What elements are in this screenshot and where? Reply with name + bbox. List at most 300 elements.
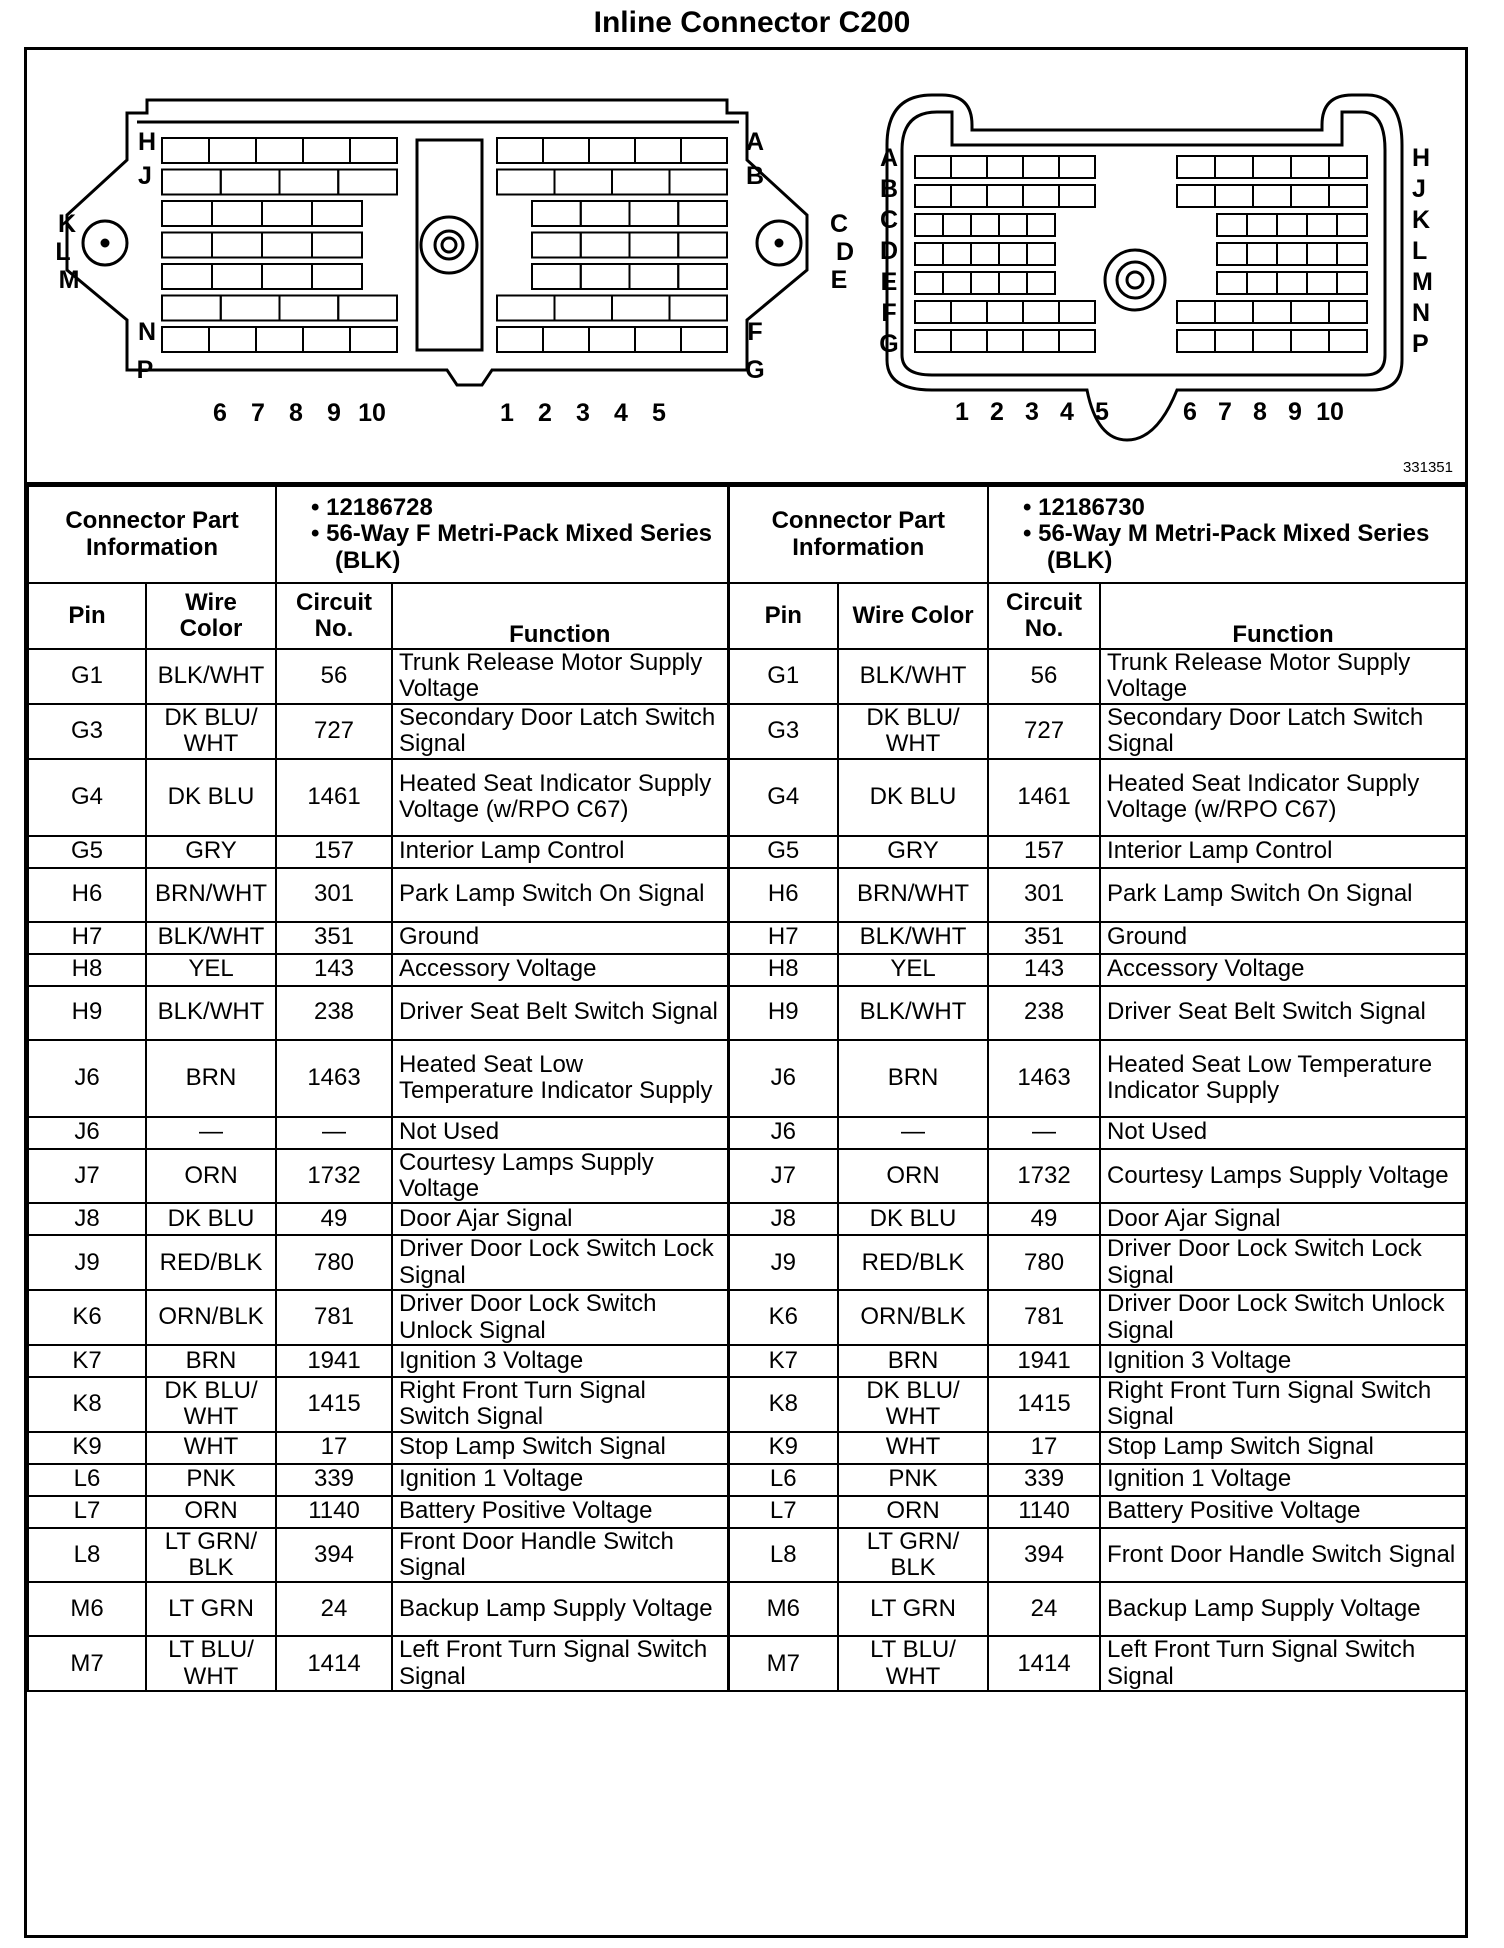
cavity: [589, 327, 635, 352]
cell-pin-left: G3: [28, 704, 146, 759]
cavity: [1177, 301, 1215, 323]
cell-function-right: Heated Seat Indicator Supply Voltage (w/RPO C67): [1100, 759, 1466, 836]
cell-color-right: DK BLU: [838, 1203, 988, 1235]
male-label-P: P: [1412, 330, 1429, 358]
cell-circuit-left: 1941: [276, 1345, 392, 1377]
cavity: [262, 264, 312, 289]
male-label-N: N: [1412, 299, 1431, 327]
cell-circuit-left: 339: [276, 1464, 392, 1496]
cell-color-left: ORN: [146, 1149, 276, 1204]
cavity: [999, 214, 1027, 236]
cavity: [630, 233, 679, 258]
cell-function-right: Not Used: [1100, 1117, 1466, 1149]
cell-color-right: BLK/WHT: [838, 986, 988, 1040]
cavity: [338, 170, 397, 195]
cavity: [943, 214, 971, 236]
female-pin-number-3: 3: [576, 399, 590, 427]
cell-color-left: BRN: [146, 1345, 276, 1377]
cavity: [497, 327, 543, 352]
cell-circuit-right: 157: [988, 836, 1100, 868]
cavity: [670, 296, 728, 321]
cavity: [915, 330, 951, 352]
cavity: [1177, 185, 1215, 207]
cavity: [555, 296, 613, 321]
cavity: [1217, 243, 1247, 265]
cavity: [635, 327, 681, 352]
male-label-B: B: [879, 175, 899, 203]
cell-pin-left: J9: [28, 1235, 146, 1290]
cell-color-right: ORN/BLK: [838, 1290, 988, 1345]
cell-pin-left: L6: [28, 1464, 146, 1496]
table-row: [28, 1290, 1466, 1345]
female-cavities: [162, 138, 727, 352]
cavity: [312, 201, 362, 226]
female-pin-number-5: 5: [652, 399, 666, 427]
female-pin-number-2: 2: [538, 399, 552, 427]
cell-function-right: Driver Seat Belt Switch Signal: [1100, 986, 1466, 1040]
table-row: [28, 954, 1466, 986]
female-label-E: E: [830, 266, 848, 294]
cell-function-left: Interior Lamp Control: [392, 836, 728, 868]
cavity: [1253, 185, 1291, 207]
part-number-left: 12186728: [326, 493, 433, 521]
cell-pin-left: K8: [28, 1377, 146, 1432]
cell-color-left: PNK: [146, 1464, 276, 1496]
cell-circuit-right: 1140: [988, 1496, 1100, 1528]
cavity: [1177, 330, 1215, 352]
cavity: [1307, 214, 1337, 236]
cavity: [971, 214, 999, 236]
cavity: [915, 185, 951, 207]
cavity: [1027, 214, 1055, 236]
cavity: [312, 264, 362, 289]
cell-circuit-left: 394: [276, 1528, 392, 1583]
cell-circuit-right: 1461: [988, 759, 1100, 836]
cavity: [162, 296, 221, 321]
cavity: [350, 327, 397, 352]
cell-circuit-left: 17: [276, 1432, 392, 1464]
cell-pin-right: G5: [728, 836, 838, 868]
cell-circuit-right: 351: [988, 922, 1100, 954]
female-pin-number-4: 4: [614, 399, 628, 427]
cell-color-right: YEL: [838, 954, 988, 986]
cavity: [1059, 185, 1095, 207]
cell-color-left: LT GRN: [146, 1582, 276, 1636]
cell-color-right: RED/BLK: [838, 1235, 988, 1290]
cavity: [915, 272, 943, 294]
pinout-table: [27, 485, 1467, 1692]
cavity: [1023, 185, 1059, 207]
cell-circuit-left: 1732: [276, 1149, 392, 1204]
table-row: [28, 1464, 1466, 1496]
cell-pin-right: G3: [728, 704, 838, 759]
cavity: [987, 330, 1023, 352]
female-bottom-left-numbers: [213, 399, 386, 427]
cell-function-left: Ground: [392, 922, 728, 954]
cell-pin-right: J6: [728, 1040, 838, 1117]
header-function-left: Function: [392, 583, 728, 649]
cell-color-right: LT BLU/ WHT: [838, 1636, 988, 1691]
female-pin-number-8: 8: [289, 399, 303, 427]
cavity: [1059, 156, 1095, 178]
cell-function-left: Driver Seat Belt Switch Signal: [392, 986, 728, 1040]
cell-function-right: Ignition 3 Voltage: [1100, 1345, 1466, 1377]
cavity: [951, 330, 987, 352]
cell-pin-right: H9: [728, 986, 838, 1040]
cavity: [681, 327, 727, 352]
header-circuit-left: Circuit No.: [276, 583, 392, 649]
cell-function-left: Accessory Voltage: [392, 954, 728, 986]
cell-color-right: PNK: [838, 1464, 988, 1496]
cell-pin-left: K7: [28, 1345, 146, 1377]
female-pin-number-7: 7: [251, 399, 265, 427]
cavity: [221, 170, 280, 195]
header-pin-left: Pin: [28, 583, 146, 649]
cell-circuit-right: 301: [988, 868, 1100, 922]
male-pin-number-2: 2: [990, 398, 1004, 426]
male-label-K: K: [1412, 206, 1431, 234]
cavity: [543, 138, 589, 163]
cell-circuit-right: 24: [988, 1582, 1100, 1636]
cell-circuit-left: 1415: [276, 1377, 392, 1432]
female-label-G: G: [745, 356, 765, 384]
cavity: [1291, 185, 1329, 207]
figure-id: 331351: [1402, 459, 1453, 476]
cavity: [162, 170, 221, 195]
cell-color-left: BRN: [146, 1040, 276, 1117]
cell-pin-left: J6: [28, 1117, 146, 1149]
male-left-labels: [879, 144, 898, 358]
cavity: [350, 138, 397, 163]
cell-color-left: BLK/WHT: [146, 922, 276, 954]
cell-pin-left: K6: [28, 1290, 146, 1345]
cavity: [915, 214, 943, 236]
cell-pin-right: H7: [728, 922, 838, 954]
cell-function-right: Left Front Turn Signal Switch Signal: [1100, 1636, 1466, 1691]
cell-color-left: LT BLU/ WHT: [146, 1636, 276, 1691]
cavity: [1027, 272, 1055, 294]
female-label-J: J: [138, 162, 152, 190]
cell-pin-left: H8: [28, 954, 146, 986]
male-bottom-right-numbers: [1183, 398, 1344, 426]
cell-pin-right: J9: [728, 1235, 838, 1290]
cavity: [1329, 330, 1367, 352]
table-row: [28, 1203, 1466, 1235]
female-label-F: F: [747, 318, 763, 346]
cell-color-left: DK BLU: [146, 759, 276, 836]
table-row: [28, 1235, 1466, 1290]
cavity: [1337, 243, 1367, 265]
cavity: [1329, 156, 1367, 178]
cell-circuit-left: 780: [276, 1235, 392, 1290]
male-label-F: F: [881, 299, 897, 327]
table-row: [28, 1149, 1466, 1204]
cavity: [951, 301, 987, 323]
cell-color-right: LT GRN: [838, 1582, 988, 1636]
female-bottom-right-numbers: [500, 399, 666, 427]
cell-color-right: BLK/WHT: [838, 649, 988, 704]
cell-pin-right: G1: [728, 649, 838, 704]
table-row: [28, 649, 1466, 704]
cavity: [681, 138, 727, 163]
cell-circuit-left: 1414: [276, 1636, 392, 1691]
cavity: [999, 272, 1027, 294]
male-label-G: G: [879, 330, 899, 358]
cell-function-left: Ignition 3 Voltage: [392, 1345, 728, 1377]
male-label-D: D: [879, 237, 899, 265]
cell-pin-right: J7: [728, 1149, 838, 1204]
male-pin-number-5: 5: [1095, 398, 1109, 426]
cell-pin-right: M7: [728, 1636, 838, 1691]
cell-color-left: ORN/BLK: [146, 1290, 276, 1345]
part-description-right: 56-Way M Metri-Pack Mixed Series (BLK): [1038, 520, 1430, 574]
cavity: [1023, 301, 1059, 323]
cell-color-right: —: [838, 1117, 988, 1149]
cavity: [162, 233, 212, 258]
cell-pin-right: L6: [728, 1464, 838, 1496]
cavity: [1253, 156, 1291, 178]
cell-pin-left: L7: [28, 1496, 146, 1528]
cell-pin-left: G1: [28, 649, 146, 704]
cell-circuit-left: —: [276, 1117, 392, 1149]
cell-pin-right: H6: [728, 868, 838, 922]
cavity: [1217, 272, 1247, 294]
cavity: [280, 296, 339, 321]
header-row: [28, 583, 1466, 649]
header-circuit-right: Circuit No.: [988, 583, 1100, 649]
cell-color-left: YEL: [146, 954, 276, 986]
cavity: [162, 327, 209, 352]
cavity: [678, 233, 727, 258]
male-cavities: [915, 156, 1367, 352]
table-row: [28, 759, 1466, 836]
male-label-H: H: [1412, 144, 1431, 172]
cell-pin-right: K9: [728, 1432, 838, 1464]
connector-drawing: [27, 50, 1465, 482]
cell-pin-right: L7: [728, 1496, 838, 1528]
cavity: [971, 272, 999, 294]
cell-pin-left: G5: [28, 836, 146, 868]
cavity: [162, 264, 212, 289]
male-label-A: A: [879, 144, 899, 172]
cell-function-right: Front Door Handle Switch Signal: [1100, 1528, 1466, 1583]
cell-color-right: BRN: [838, 1040, 988, 1117]
cavity: [987, 301, 1023, 323]
cavity: [303, 138, 350, 163]
cavity: [1247, 272, 1277, 294]
cell-circuit-right: 1732: [988, 1149, 1100, 1204]
table-row: [28, 1040, 1466, 1117]
cell-circuit-left: 143: [276, 954, 392, 986]
cell-function-right: Driver Door Lock Switch Lock Signal: [1100, 1235, 1466, 1290]
male-pin-number-1: 1: [955, 398, 969, 426]
cell-pin-left: J8: [28, 1203, 146, 1235]
cell-color-left: BRN/WHT: [146, 868, 276, 922]
table-row: [28, 1345, 1466, 1377]
cell-circuit-left: 238: [276, 986, 392, 1040]
cavity: [1247, 243, 1277, 265]
cell-function-right: Heated Seat Low Temperature Indicator Supply: [1100, 1040, 1466, 1117]
cell-circuit-right: 394: [988, 1528, 1100, 1583]
cavity: [1253, 330, 1291, 352]
cell-circuit-left: 301: [276, 868, 392, 922]
cavity: [338, 296, 397, 321]
cell-pin-left: M6: [28, 1582, 146, 1636]
male-pin-number-6: 6: [1183, 398, 1197, 426]
cavity: [212, 233, 262, 258]
cell-function-right: Park Lamp Switch On Signal: [1100, 868, 1466, 922]
cavity: [1329, 185, 1367, 207]
cavity: [209, 327, 256, 352]
info-label-right: Connector Part Information: [728, 486, 988, 583]
cavity: [256, 327, 303, 352]
cavity: [581, 264, 630, 289]
cell-function-left: Stop Lamp Switch Signal: [392, 1432, 728, 1464]
cell-pin-right: J6: [728, 1117, 838, 1149]
cell-color-right: DK BLU/ WHT: [838, 704, 988, 759]
table-row: [28, 1432, 1466, 1464]
cell-color-right: WHT: [838, 1432, 988, 1464]
cell-pin-left: H9: [28, 986, 146, 1040]
cell-function-right: Stop Lamp Switch Signal: [1100, 1432, 1466, 1464]
cell-pin-right: M6: [728, 1582, 838, 1636]
cavity: [212, 201, 262, 226]
cell-color-left: GRY: [146, 836, 276, 868]
cell-function-right: Driver Door Lock Switch Unlock Signal: [1100, 1290, 1466, 1345]
cell-circuit-right: 1463: [988, 1040, 1100, 1117]
cell-circuit-right: 1415: [988, 1377, 1100, 1432]
cavity: [1059, 301, 1095, 323]
cavity: [221, 296, 280, 321]
cavity: [555, 170, 613, 195]
cavity: [581, 233, 630, 258]
cavity: [303, 327, 350, 352]
cavity: [1329, 301, 1367, 323]
female-left-labels: [55, 128, 156, 384]
info-right: • 12186730 • 56-Way M Metri-Pack Mixed Series (BLK): [988, 486, 1466, 583]
cell-color-right: BRN: [838, 1345, 988, 1377]
cell-color-right: ORN: [838, 1149, 988, 1204]
table-row: [28, 836, 1466, 868]
male-right-labels: [1412, 144, 1433, 358]
page-title: Inline Connector C200: [593, 6, 911, 39]
cell-circuit-left: 351: [276, 922, 392, 954]
table-row: [28, 1377, 1466, 1432]
male-pin-number-7: 7: [1218, 398, 1232, 426]
cell-function-left: Park Lamp Switch On Signal: [392, 868, 728, 922]
cell-pin-right: H8: [728, 954, 838, 986]
cell-function-left: Heated Seat Indicator Supply Voltage (w/RPO C67): [392, 759, 728, 836]
female-label-K: K: [57, 210, 77, 238]
cavity: [589, 138, 635, 163]
cavity: [497, 296, 555, 321]
cavity: [1307, 272, 1337, 294]
cell-pin-left: H6: [28, 868, 146, 922]
cavity: [1215, 330, 1253, 352]
cell-pin-right: G4: [728, 759, 838, 836]
cavity: [1027, 243, 1055, 265]
cell-circuit-left: 1463: [276, 1040, 392, 1117]
cell-function-left: Courtesy Lamps Supply Voltage: [392, 1149, 728, 1204]
cell-function-right: Accessory Voltage: [1100, 954, 1466, 986]
cavity: [915, 156, 951, 178]
cell-function-left: Door Ajar Signal: [392, 1203, 728, 1235]
cell-circuit-left: 1140: [276, 1496, 392, 1528]
cell-function-left: Battery Positive Voltage: [392, 1496, 728, 1528]
male-label-M: M: [1412, 268, 1433, 296]
table-row: [28, 1496, 1466, 1528]
cavity: [1337, 214, 1367, 236]
cell-circuit-right: 1941: [988, 1345, 1100, 1377]
male-connector: [887, 95, 1402, 440]
cell-function-left: Front Door Handle Switch Signal: [392, 1528, 728, 1583]
cell-circuit-right: 238: [988, 986, 1100, 1040]
cavity: [1177, 156, 1215, 178]
cell-circuit-right: 143: [988, 954, 1100, 986]
cell-pin-right: J8: [728, 1203, 838, 1235]
cavity: [1023, 156, 1059, 178]
cavity: [1277, 272, 1307, 294]
cell-pin-right: K8: [728, 1377, 838, 1432]
cavity: [256, 138, 303, 163]
cavity: [1291, 330, 1329, 352]
female-pin-number-9: 9: [327, 399, 341, 427]
cell-circuit-right: —: [988, 1117, 1100, 1149]
cavity: [915, 243, 943, 265]
female-label-M: M: [58, 266, 80, 294]
cell-pin-right: L8: [728, 1528, 838, 1583]
cavity: [999, 243, 1027, 265]
cavity: [951, 156, 987, 178]
connector-diagram: [27, 50, 1465, 485]
cell-pin-left: M7: [28, 1636, 146, 1691]
cell-circuit-left: 56: [276, 649, 392, 704]
cavity: [670, 170, 728, 195]
cavity: [943, 272, 971, 294]
female-label-L: L: [55, 238, 71, 266]
cell-function-right: Right Front Turn Signal Switch Signal: [1100, 1377, 1466, 1432]
table-row: [28, 986, 1466, 1040]
cell-function-left: Not Used: [392, 1117, 728, 1149]
cavity: [1253, 301, 1291, 323]
cell-color-left: —: [146, 1117, 276, 1149]
cavity: [162, 201, 212, 226]
table-row: [28, 1528, 1466, 1583]
info-label-left: Connector Part Information: [28, 486, 276, 583]
cell-pin-left: J6: [28, 1040, 146, 1117]
cell-color-left: DK BLU/ WHT: [146, 704, 276, 759]
cell-color-left: ORN: [146, 1496, 276, 1528]
cavity: [1059, 330, 1095, 352]
cell-pin-left: G4: [28, 759, 146, 836]
female-label-C: C: [829, 210, 849, 238]
cell-circuit-left: 157: [276, 836, 392, 868]
cavity: [581, 201, 630, 226]
cell-color-left: BLK/WHT: [146, 649, 276, 704]
connector-frame: [24, 47, 1468, 1938]
cell-pin-left: J7: [28, 1149, 146, 1204]
cavity: [951, 185, 987, 207]
cavity: [971, 243, 999, 265]
header-wire-color-right: Wire Color: [838, 583, 988, 649]
cell-color-left: DK BLU: [146, 1203, 276, 1235]
cavity: [987, 185, 1023, 207]
cell-circuit-right: 339: [988, 1464, 1100, 1496]
cavity: [678, 264, 727, 289]
cavity: [612, 170, 670, 195]
cell-function-right: Ground: [1100, 922, 1466, 954]
cell-function-right: Ignition 1 Voltage: [1100, 1464, 1466, 1496]
